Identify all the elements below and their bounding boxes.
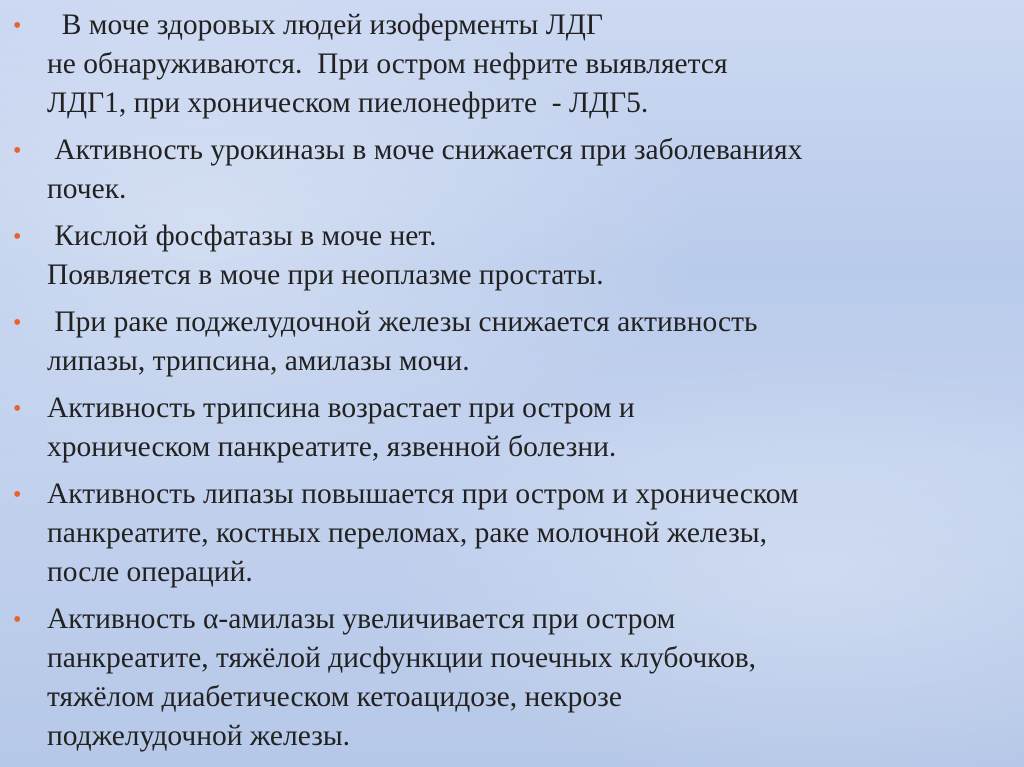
bullet-line: хроническом панкреатите, язвенной болезни. (47, 431, 617, 463)
bullet-dot-icon: • (13, 396, 22, 422)
bullet-dot-icon: • (13, 482, 22, 508)
bullet-item (0, 131, 1024, 209)
bullet-dot-icon: • (13, 13, 22, 39)
bullet-dot-icon: • (13, 607, 22, 633)
bullet-line: поджелудочной железы. (47, 720, 351, 752)
bullet-line: почек. (47, 173, 127, 205)
bullet-line: панкреатите, костных переломах, раке молочной железы, (47, 517, 767, 549)
bullet-line: В моче здоровых людей изоферменты ЛДГ (47, 9, 603, 41)
bullet-line: Активность липазы повышается при остром и хроническом (47, 478, 799, 510)
bullet-item (0, 389, 1024, 467)
bullet-list (0, 6, 1024, 764)
bullet-item (0, 303, 1024, 381)
bullet-line: панкреатите, тяжёлой дисфункции почечных клубочков, (47, 642, 757, 674)
bullet-line: Активность урокиназы в моче снижается при заболеваниях (47, 134, 803, 166)
bullet-item (0, 600, 1024, 756)
bullet-dot-icon: • (13, 138, 22, 164)
bullet-line: Активность α-амилазы увеличивается при остром (47, 603, 676, 635)
bullet-item (0, 475, 1024, 592)
bullet-line: тяжёлом диабетическом кетоацидозе, некрозе (47, 681, 622, 713)
bullet-line: Появляется в моче при неоплазме простаты. (47, 259, 604, 291)
bullet-line: ЛДГ1, при хроническом пиелонефрите - ЛДГ5. (47, 87, 649, 119)
bullet-line: Кислой фосфатазы в моче нет. (47, 220, 437, 252)
bullet-line: после операций. (47, 556, 253, 588)
bullet-line: Активность трипсина возрастает при остром и (47, 392, 635, 424)
bullet-line: липазы, трипсина, амилазы мочи. (47, 345, 470, 377)
bullet-dot-icon: • (13, 224, 22, 250)
bullet-item (0, 217, 1024, 295)
bullet-dot-icon: • (13, 310, 22, 336)
bullet-line: не обнаруживаются. При остром нефрите выявляется (47, 48, 728, 80)
bullet-item (0, 6, 1024, 123)
bullet-line: При раке поджелудочной железы снижается активность (47, 306, 758, 338)
